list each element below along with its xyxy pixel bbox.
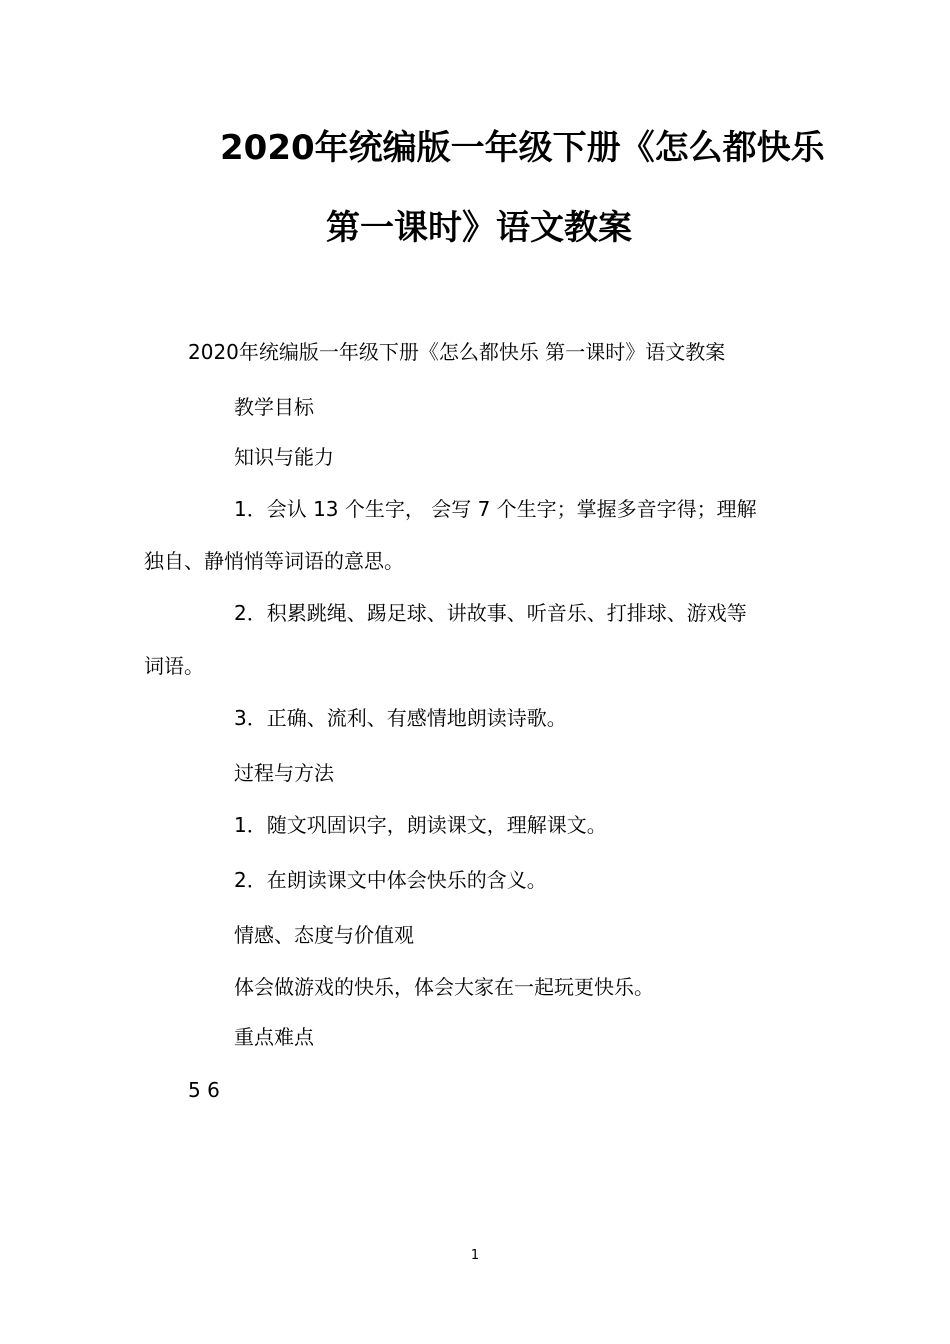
document-title-line-1: 2020年统编版一年级下册《怎么都快乐 xyxy=(220,128,825,168)
knowledge-item-1-line-1: 1．会认 13 个生字， 会写 7 个生字；掌握多音字得；理解 xyxy=(234,497,757,521)
heading-teaching-objectives: 教学目标 xyxy=(234,395,314,419)
heading-process-method: 过程与方法 xyxy=(234,761,334,785)
knowledge-item-3: 3．正确、流利、有感情地朗读诗歌。 xyxy=(234,706,567,730)
knowledge-item-2-line-1: 2．积累跳绳、踢足球、讲故事、听音乐、打排球、游戏等 xyxy=(234,601,747,625)
process-item-2: 2．在朗读课文中体会快乐的含义。 xyxy=(234,868,547,892)
emotion-text: 体会做游戏的快乐，体会大家在一起玩更快乐。 xyxy=(234,975,654,999)
document-subtitle: 2020年统编版一年级下册《怎么都快乐 第一课时》语文教案 xyxy=(188,340,726,364)
knowledge-item-2-line-2: 词语。 xyxy=(144,654,204,678)
heading-knowledge-ability: 知识与能力 xyxy=(234,445,334,469)
process-item-1: 1．随文巩固识字，朗读课文，理解课文。 xyxy=(234,813,607,837)
heading-emotion-values: 情感、态度与价值观 xyxy=(234,923,414,947)
heading-key-points: 重点难点 xyxy=(234,1025,314,1049)
page-number: 1 xyxy=(470,1248,480,1263)
page-fragment-text: 5 6 xyxy=(188,1078,220,1102)
document-title-line-2: 第一课时》语文教案 xyxy=(326,208,632,248)
knowledge-item-1-line-2: 独自、静悄悄等词语的意思。 xyxy=(144,549,404,573)
